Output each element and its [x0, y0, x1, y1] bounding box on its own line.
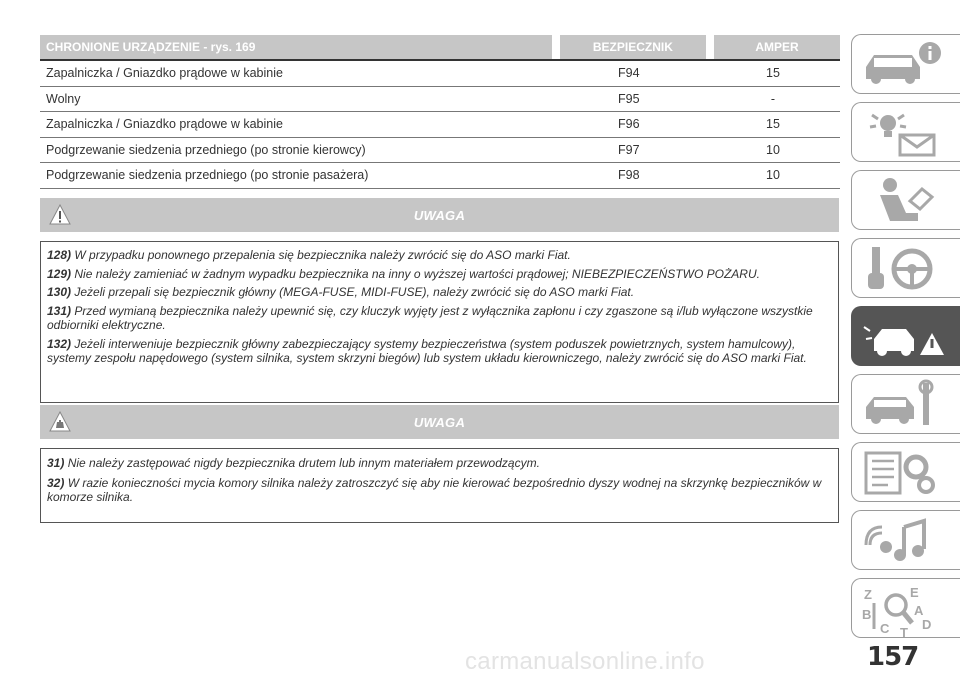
cell-fuse: F97	[552, 137, 706, 163]
note-text: Nie należy zamieniać w żadnym wypadku bezpiecznika na inny o wyższej wartości prądowej; NIEBEZPIECZEŃSTWO POŻARU.	[74, 266, 760, 281]
note-text: Jeżeli interweniuje bezpiecznik główny zabezpieczający systemy bezpieczeństwa (system poduszek powietrznych, system hamulcowy), systemy zespołu napędowego (system silnika, system skrzyni biegów) lub system układu kierowniczego, należy zwrócić się do ASO marki Fiat.	[47, 336, 807, 365]
note-text: Jeżeli przepali się bezpiecznik główny (MEGA-FUSE, MIDI-FUSE), należy zwrócić się do ASO marki Fiat.	[74, 285, 635, 299]
note-number: 132)	[47, 336, 72, 351]
cell-device: Podgrzewanie siedzenia przedniego (po stronie pasażera)	[40, 163, 552, 189]
chapter-tab-warning-lights[interactable]	[851, 102, 960, 162]
cell-device: Zapalniczka / Gniazdko prądowe w kabinie	[40, 112, 552, 138]
cell-ampere: 10	[706, 163, 840, 189]
chapter-tab-emergency[interactable]	[851, 306, 960, 366]
index-letter: A	[914, 603, 924, 618]
note-text: Nie należy zastępować nigdy bezpiecznika drutem lub innym materiałem przewodzącym.	[67, 456, 540, 470]
table-row	[40, 163, 840, 189]
page-number: 157	[867, 642, 919, 672]
warning-lights-icon	[860, 107, 950, 157]
note-item	[47, 337, 832, 366]
index-letter: Z	[864, 587, 872, 602]
note-number: 32)	[47, 475, 65, 490]
note-item	[47, 285, 832, 300]
cell-fuse: F98	[552, 163, 706, 189]
note-text: W razie konieczności mycia komory silnika należy zatroszczyć się aby nie kierować bezpośrednio dyszy wodnej na skrzynkę bezpieczników w komorze silnika.	[47, 475, 822, 504]
warning-notes	[40, 448, 839, 523]
chapter-tab-multimedia[interactable]	[851, 510, 960, 570]
note-number: 31)	[47, 456, 65, 470]
note-item	[47, 456, 832, 471]
index-letter: T	[900, 625, 908, 637]
header-ampere: AMPER	[714, 35, 840, 60]
key-steering-wheel-icon	[860, 243, 950, 293]
table-row	[40, 137, 840, 163]
note-text: Przed wymianą bezpiecznika należy upewnić się, czy kluczyk wyjęty jest z wyłącznika zapłonu i czy zgaszone są i/lub wyłączone wszystkie odbiorniki elektryczne.	[47, 303, 813, 332]
cell-ampere: 15	[706, 60, 840, 86]
chapter-sidebar	[851, 34, 960, 646]
cell-device: Podgrzewanie siedzenia przedniego (po stronie kierowcy)	[40, 137, 552, 163]
note-item	[47, 248, 832, 263]
chapter-tab-technical-data[interactable]	[851, 442, 960, 502]
cell-ampere: -	[706, 86, 840, 112]
note-item	[47, 476, 832, 505]
car-info-icon	[860, 39, 950, 89]
index-letter: D	[922, 617, 932, 632]
emergency-car-icon	[860, 311, 950, 361]
chapter-tab-maintenance[interactable]	[851, 374, 960, 434]
note-text: W przypadku ponownego przepalenia się bezpiecznika należy zwrócić się do ASO marki Fiat.	[74, 248, 571, 262]
warning-title: UWAGA	[413, 208, 466, 223]
table-row	[40, 86, 840, 112]
note-number: 129)	[47, 266, 72, 281]
cell-device: Wolny	[40, 86, 552, 112]
cell-ampere: 15	[706, 112, 840, 138]
chapter-tab-dashboard[interactable]	[851, 34, 960, 94]
cell-fuse: F94	[552, 60, 706, 86]
cell-fuse: F96	[552, 112, 706, 138]
cell-ampere: 10	[706, 137, 840, 163]
warning-notes	[40, 241, 839, 403]
warning-header	[40, 405, 839, 439]
car-maintenance-icon	[860, 379, 950, 429]
fuse-table	[40, 35, 840, 189]
chapter-tab-safety[interactable]	[851, 170, 960, 230]
header-fuse: BEZPIECZNIK	[560, 35, 706, 60]
chapter-tab-index[interactable]	[851, 578, 960, 638]
index-letter: B	[862, 607, 872, 622]
technical-data-icon	[860, 447, 950, 497]
note-number: 130)	[47, 285, 72, 299]
cell-fuse: F95	[552, 86, 706, 112]
alphabetical-index-icon	[860, 583, 950, 637]
note-number: 131)	[47, 303, 72, 318]
header-protected-device: CHRONIONE URZĄDZENIE - rys. 169	[40, 35, 552, 60]
note-item	[47, 304, 832, 333]
seat-airbag-icon	[860, 175, 950, 225]
chapter-tab-starting-driving[interactable]	[851, 238, 960, 298]
warning-title: UWAGA	[413, 415, 466, 430]
watermark: carmanualsonline.info	[465, 648, 705, 675]
fuse-table-header-row	[40, 35, 840, 60]
header-separator	[706, 35, 714, 60]
index-letter: E	[910, 585, 919, 600]
table-row	[40, 60, 840, 86]
note-number: 128)	[47, 248, 72, 262]
note-item	[47, 267, 832, 282]
cell-device: Zapalniczka / Gniazdko prądowe w kabinie	[40, 60, 552, 86]
warning-header	[40, 198, 839, 232]
index-letter: C	[880, 621, 890, 636]
table-row	[40, 112, 840, 138]
header-separator	[552, 35, 560, 60]
multimedia-icon	[860, 515, 950, 565]
